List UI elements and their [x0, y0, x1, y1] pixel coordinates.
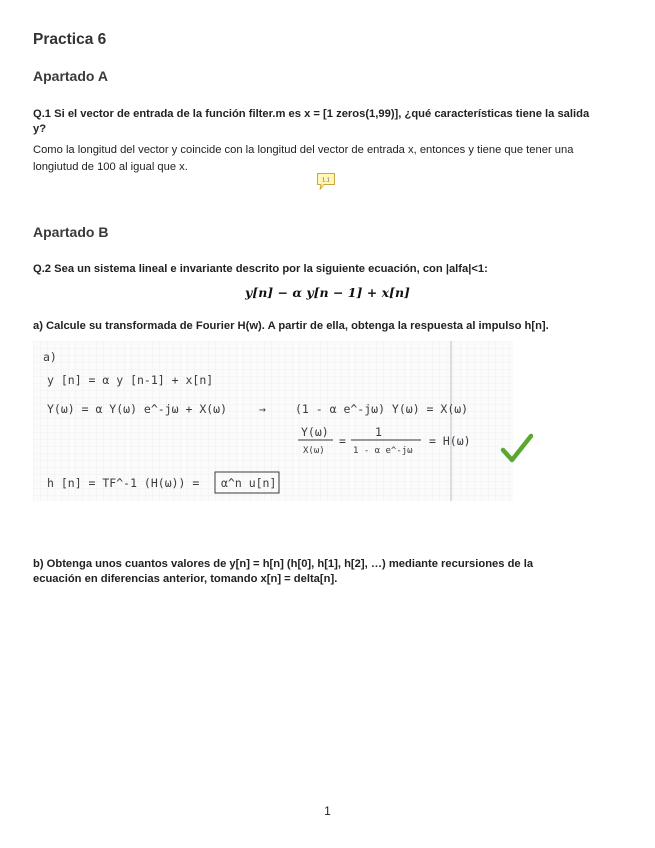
hw-eq-sign: = — [339, 434, 346, 448]
handwritten-solution — [33, 341, 513, 501]
section-a-heading: Apartado A — [33, 68, 108, 84]
hw-frac-num: Y(ω) — [301, 425, 329, 439]
hw-line-2-right: (1 - α e^-jω) Y(ω) = X(ω) — [295, 402, 469, 416]
part-b-line-2: ecuación en diferencias anterior, tomando x[n] = delta[n]. — [33, 573, 338, 585]
hw-line-a: a) — [43, 350, 57, 364]
page-number: 1 — [324, 804, 331, 818]
hw-h-label: = H(ω) — [429, 434, 471, 448]
answer-1-line-1: Como la longitud del vector y coincide con la longitud del vector de entrada x, entonces y tiene que tener una — [33, 144, 574, 156]
comment-label: 1.1 — [322, 177, 330, 184]
page-title: Practica 6 — [33, 31, 107, 48]
comment-icon[interactable] — [316, 172, 336, 192]
answer-1-line-2: longiutud de 100 al igual que x. — [33, 161, 188, 173]
hw-arrow: → — [259, 402, 266, 416]
hw-rhs-den: 1 - α e^-jω — [353, 446, 413, 456]
hw-line-4-left: h [n] = TF^-1 (H(ω)) = — [47, 476, 200, 490]
checkmark-icon — [500, 431, 534, 465]
hw-line-1: y [n] = α y [n-1] + x[n] — [47, 373, 214, 387]
hw-frac-den: X(ω) — [303, 446, 325, 456]
hw-line-2-left: Y(ω) = α Y(ω) e^-jω + X(ω) — [47, 402, 228, 416]
part-a-question: a) Calcule su transformada de Fourier H(w). A partir de ella, obtenga la respuesta al impulso h[n]. — [33, 320, 549, 332]
section-b-heading: Apartado B — [33, 224, 109, 240]
difference-equation: y[n] − α y[n − 1] + x[n] — [245, 285, 410, 300]
question-1: Q.1 Si el vector de entrada de la función filter.m es x = [1 zeros(1,99)], ¿qué características tiene la salida y? — [33, 108, 590, 135]
hw-rhs-num: 1 — [375, 425, 382, 439]
hw-line-4-box: α^n u[n] — [221, 476, 277, 490]
part-b-line-1: b) Obtenga unos cuantos valores de y[n] = h[n] (h[0], h[1], h[2], …) mediante recursiones de la — [33, 558, 534, 570]
question-2: Q.2 Sea un sistema lineal e invariante descrito por la siguiente ecuación, con |alfa|<1: — [33, 263, 488, 275]
